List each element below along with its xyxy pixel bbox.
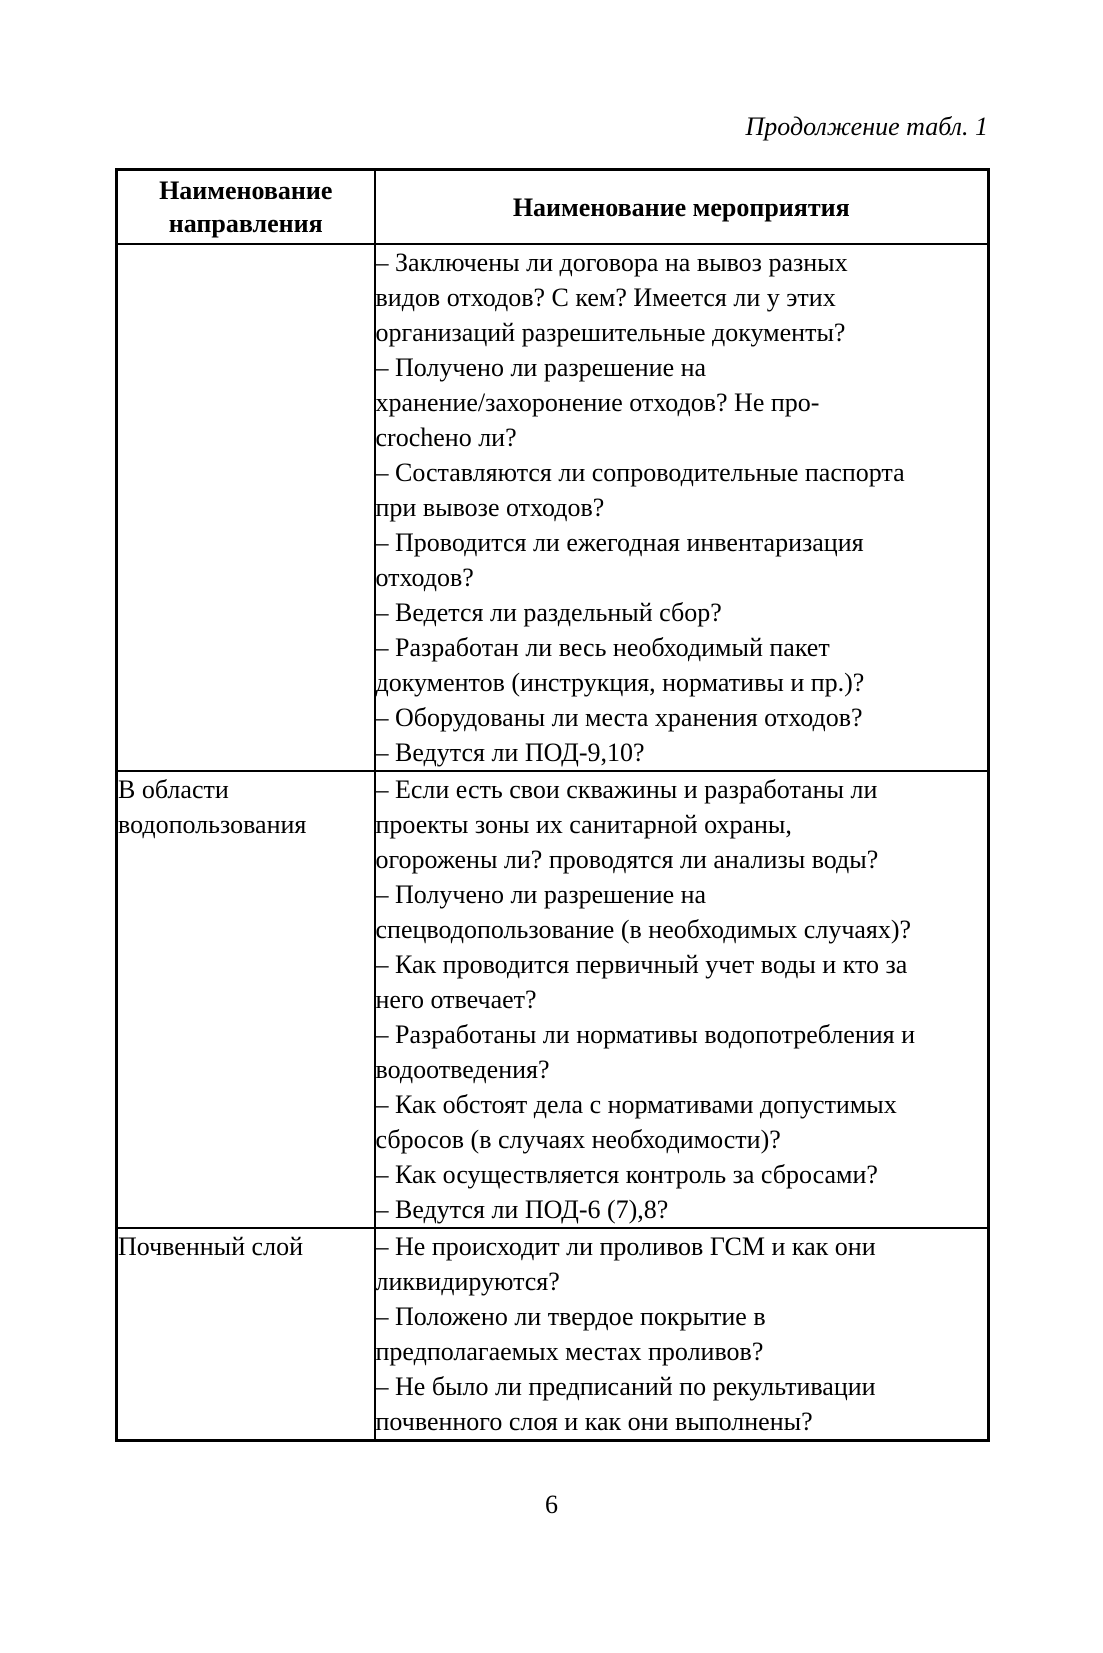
activity-line: – Оборудованы ли места хранения отходов?: [375, 703, 863, 732]
activity-line: – Ведутся ли ПОД-6 (7),8?: [375, 1195, 669, 1224]
activities-cell: [375, 244, 989, 771]
activity-line: – Проводится ли ежегодная инвентаризация: [375, 528, 864, 557]
activities-cell: [375, 1228, 989, 1441]
activity-line: – Как осуществляется контроль за сбросами?: [375, 1160, 878, 1189]
table-row: [117, 244, 989, 771]
activity-line: – Если есть свои скважины и разработаны ли: [375, 775, 878, 804]
table-caption: Продолжение табл. 1: [745, 112, 988, 141]
measures-table: [115, 168, 990, 1442]
activity-line: – Разработаны ли нормативы водопотребления и: [375, 1020, 916, 1049]
header-direction-line: направления: [168, 209, 323, 238]
activity-line: – Положено ли твердое покрытие в: [375, 1302, 766, 1331]
direction-cell: [117, 244, 375, 771]
activity-line: ликвидируются?: [375, 1267, 560, 1296]
activity-line: видов отходов? С кем? Имеется ли у этих: [375, 283, 836, 312]
header-activity-line: Наименование мероприятия: [512, 192, 850, 222]
direction-line: В области: [118, 775, 229, 804]
activity-line: – Не было ли предписаний по рекультивации: [375, 1372, 876, 1401]
activity-line: – Ведутся ли ПОД-9,10?: [375, 738, 645, 767]
header-direction: [117, 170, 375, 245]
activity-line: спецводопользование (в необходимых случаях)?: [375, 915, 912, 944]
table-row: [117, 771, 989, 1228]
activity-line: предполагаемых местах проливов?: [375, 1337, 764, 1366]
activity-line: организаций разрешительные документы?: [375, 318, 846, 347]
activity-line: – Не происходит ли проливов ГСМ и как они: [375, 1232, 876, 1261]
activity-line: сrochено ли?: [375, 423, 517, 452]
activity-line: сбросов (в случаях необходимости)?: [375, 1125, 781, 1154]
activity-line: – Получено ли разрешение на: [375, 880, 707, 909]
activity-line: отходов?: [375, 563, 474, 592]
activity-line: документов (инструкция, нормативы и пр.)?: [375, 668, 865, 697]
direction-line: Почвенный слой: [118, 1232, 303, 1261]
header-direction-line: Наименование: [159, 176, 333, 205]
activities-cell: [375, 771, 989, 1228]
page-number: 6: [545, 1490, 558, 1519]
activity-line: водоотведения?: [375, 1055, 550, 1084]
direction-cell: [117, 771, 375, 1228]
activity-line: при вывозе отходов?: [375, 493, 605, 522]
activity-line: – Как обстоят дела с нормативами допустимых: [375, 1090, 897, 1119]
direction-line: водопользования: [118, 810, 307, 839]
activity-line: – Получено ли разрешение на: [375, 353, 707, 382]
activity-line: него отвечает?: [375, 985, 537, 1014]
activity-line: – Разработан ли весь необходимый пакет: [375, 633, 830, 662]
header-activity: [375, 170, 989, 245]
activity-line: хранение/захоронение отходов? Не про-: [375, 388, 820, 417]
activity-line: – Заключены ли договора на вывоз разных: [375, 248, 848, 277]
activity-line: проекты зоны их санитарной охраны,: [375, 810, 792, 839]
activity-line: огорожены ли? проводятся ли анализы воды?: [375, 845, 879, 874]
direction-cell: [117, 1228, 375, 1441]
table-header-row: [117, 170, 989, 245]
activity-line: – Как проводится первичный учет воды и кто за: [375, 950, 908, 979]
activity-line: – Ведется ли раздельный сбор?: [375, 598, 722, 627]
table-row: [117, 1228, 989, 1441]
activity-line: – Составляются ли сопроводительные паспорта: [375, 458, 905, 487]
activity-line: почвенного слоя и как они выполнены?: [375, 1407, 813, 1436]
